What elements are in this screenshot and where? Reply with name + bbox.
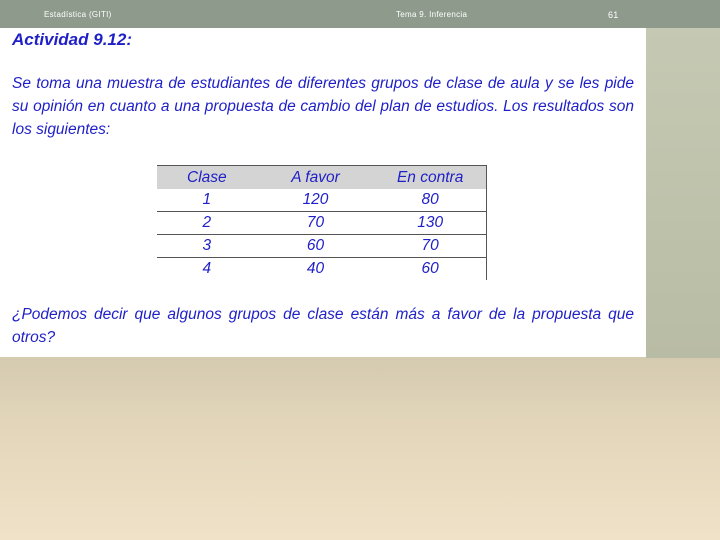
side-background <box>646 28 720 358</box>
header-a-favor: A favor <box>257 166 375 190</box>
table-row <box>157 189 487 212</box>
cell-a-favor: 40 <box>306 260 325 277</box>
cell-clase: 1 <box>157 189 257 212</box>
table-row <box>157 212 487 235</box>
cell-a-favor: 120 <box>257 189 375 212</box>
header-clase: Clase <box>157 166 257 190</box>
cell-a-favor: 60 <box>257 235 375 258</box>
cell-en-contra: 130 <box>374 212 486 235</box>
cell-en-contra: 60 <box>374 258 486 281</box>
cell-clase: 2 <box>157 212 257 235</box>
cell-en-contra: 70 <box>374 235 486 258</box>
question-paragraph: ¿Podemos decir que algunos grupos de clase están más a favor de la propuesta que otros? <box>12 306 634 346</box>
slide-content <box>0 28 646 357</box>
table-header-row <box>157 166 487 190</box>
cell-a-favor: 70 <box>257 212 375 235</box>
header-en-contra: En contra <box>374 166 486 190</box>
course-name: Estadística (GITI) <box>44 10 112 19</box>
intro-paragraph: Se toma una muestra de estudiantes de diferentes grupos de clase de aula y se les pide su opinión en cuanto a una propuesta de cambio del plan de estudios. Los resultados son los siguientes: <box>12 75 634 138</box>
table-row <box>157 258 487 281</box>
cell-clase: 3 <box>157 235 257 258</box>
page-number: 61 <box>608 10 619 20</box>
cell-en-contra: 80 <box>374 189 486 212</box>
activity-title: Actividad 9.12: <box>12 30 132 49</box>
results-table <box>157 165 487 280</box>
topic-name: Tema 9. Inferencia <box>396 10 468 19</box>
cell-clase: 4 <box>202 260 212 277</box>
table-row <box>157 235 487 258</box>
